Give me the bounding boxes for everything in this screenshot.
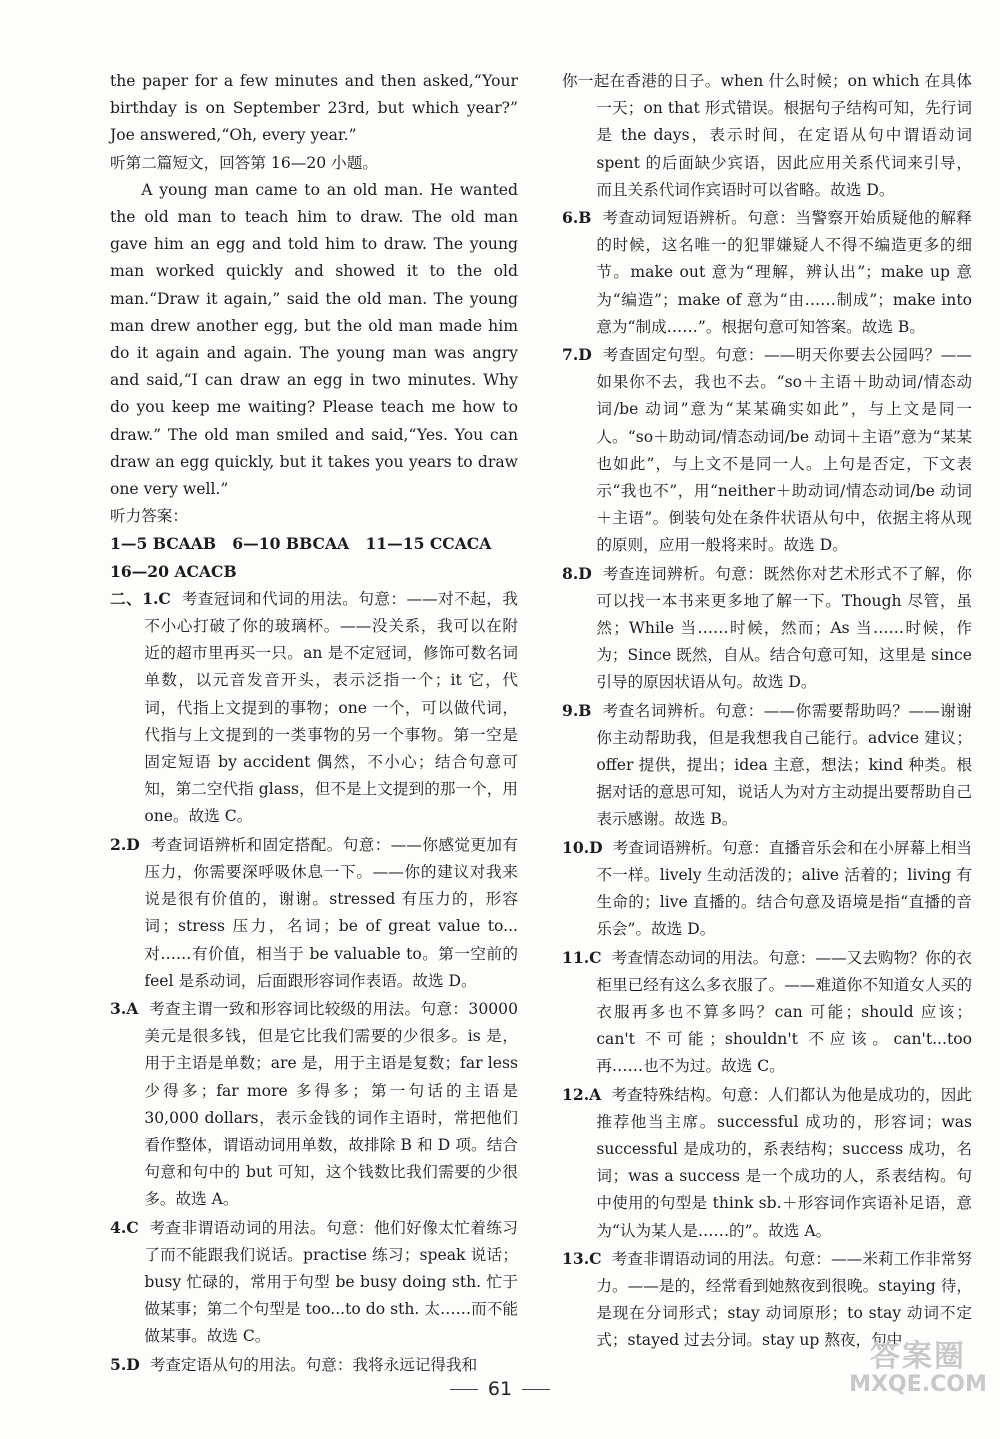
item-answer: C bbox=[126, 1217, 139, 1237]
item-number: 11. bbox=[562, 947, 590, 967]
item-answer: C bbox=[158, 588, 171, 608]
item-text: 考查冠词和代词的用法。句意：——对不起，我不小心打破了你的玻璃杯。——没关系，我可以在附近的超市里再买一只。an 是不定冠词，修饰可数名词单数，以元音发音开头，表示泛指一个；it 它，代词，代指上文提到的事物；one 一个，可以做代词，代指与上文提到的一类事物的另一个事物。第一空是固定短语 by accident 偶然，不小心；结合句意可知，第二空代指 glass，但不是上文提到的那一个，用 one。故选 C。 bbox=[144, 589, 518, 826]
answer-line bbox=[110, 558, 518, 585]
explanation-item bbox=[562, 560, 972, 697]
answer-value: BBCAA bbox=[285, 534, 350, 554]
passage2-heading: 听第二篇短文，回答第 16—20 小题。 bbox=[110, 153, 378, 172]
answers-heading: 听力答案： bbox=[110, 507, 188, 526]
item-text: 考查定语从句的用法。句意：我将永远记得我和 bbox=[149, 1355, 478, 1374]
watermark-cn: 答案圈 bbox=[870, 1339, 966, 1374]
intro-text: the paper for a few minutes and then asked,“Your birthday is on September 23rd, but which year?” Joe answered,“Oh, every year.” bbox=[110, 72, 518, 145]
explanation-item bbox=[110, 995, 518, 1214]
item-text: 考查情态动词的用法。句意：——又去购物？你的衣柜里已经有这么多衣服了。——难道你不知道女人买的衣服再多也不算多吗？can 可能；should 应该；can't 不可能；shouldn't 不应该。can't...too 再……也不为过。故选 C。 bbox=[596, 948, 972, 1076]
item-text: 你一起在香港的日子。when 什么时候；on which 在具体一天；on that 形式错误。根据句子结构可知，先行词是 the days，表示时间，在定语从句中谓语动词 spent 的后面缺少宾语，因此应用关系代词来引导，而且关系代词作宾语时可以省略。故选 D。 bbox=[562, 72, 972, 199]
explanation-item bbox=[562, 1081, 972, 1245]
right-column bbox=[562, 68, 972, 1355]
item-answer: A bbox=[589, 1084, 602, 1104]
item-answer: D bbox=[126, 834, 140, 854]
item-answer: D bbox=[589, 837, 603, 857]
item-answer: B bbox=[578, 700, 592, 720]
answer-range: 1—5 bbox=[110, 534, 148, 554]
explanation-item bbox=[562, 697, 972, 834]
footer-dash-right bbox=[522, 1389, 550, 1390]
item-number: 5. bbox=[110, 1354, 127, 1374]
item-number: 6. bbox=[562, 208, 579, 228]
item-number: 2. bbox=[110, 834, 127, 854]
item-number: 二、1. bbox=[110, 588, 159, 608]
answer-value: BCAAB bbox=[152, 534, 216, 554]
item-answer: C bbox=[589, 947, 602, 967]
item-number: 3. bbox=[110, 998, 127, 1018]
item-text: 考查名词辨析。句意：——你需要帮助吗？——谢谢你主动帮助我，但是我想我自己能行。advice 建议；offer 提供，提出；idea 主意，想法；kind 种类。根据对话的意思可知，说话人为对方主动提出要帮助自己表示感谢。故选 B。 bbox=[596, 701, 972, 829]
answer-range: 16—20 bbox=[110, 561, 169, 581]
item-number: 12. bbox=[562, 1084, 590, 1104]
item-number: 7. bbox=[562, 345, 579, 365]
page-number: 61 bbox=[487, 1378, 513, 1400]
passage2-text: A young man came to an old man. He wanted the old man to teach him to draw. The old man gave him an egg and told him to draw. The young man worked quickly and showed it to the old man.“Draw it again,” said the old man. The young man drew another egg, but the old man made him do it again and again. The young man was angry and said,“I can draw an egg in two minutes. Why do you keep me waiting? Please teach me how to draw.” The old man smiled and said,“Yes. You can draw an egg quickly, but it takes you years to draw one very well.” bbox=[110, 180, 518, 499]
item-text: 考查固定句型。句意：——明天你要去公园吗？——如果你不去，我也不去。“so＋主语＋助动词/情态动词/be 动词”意为“某某确实如此”，与上文是同一人。“so＋助动词/情态动词/be 动词＋主语”意为“某某也如此”，与上文不是同一人。上句是否定，下文表示“我也不”，用“neither＋助动词/情态动词/be 动词＋主语”。倒装句处在条件状语从句中，依据主将从现的原则，应用一般将来时。故选 D。 bbox=[596, 346, 972, 555]
explanation-item bbox=[562, 834, 972, 944]
item-text: 考查主谓一致和形容词比较级的用法。句意：30000 美元是很多钱，但是它比我们需要的少很多。is 是，用于主语是单数；are 是，用于主语是复数；far less 少得多；far more 多得多；第一句话的主语是 30,000 dollars，表示金钱的词作主语时，常把他们看作整体，谓语动词用单数，故排除 B 和 D 项。结合句意和句中的 but 可知，这个钱数比我们需要的少很多。故选 A。 bbox=[144, 999, 519, 1209]
item-text: 考查特殊结构。句意：人们都认为他是成功的，因此推荐他当主席。successful 成功的，形容词；was successful 是成功的，系表结构；success 成功，名词；was a success 是一个成功的人，系表结构。句中使用的句型是 think sb.＋形容词作宾语补足语，意为“认为某人是……的”。故选 A。 bbox=[596, 1085, 972, 1240]
item-text: 考查词语辨析。句意：直播音乐会和在小屏幕上相当不一样。lively 生动活泼的；alive 活着的；living 有生命的；live 直播的。结合句意及语境是指“直播的音乐会”。故选 D。 bbox=[596, 838, 972, 939]
answer-line bbox=[110, 530, 518, 557]
explanation-item bbox=[110, 1214, 518, 1351]
item-text: 考查非谓语动词的用法。句意：他们好像太忙着练习了而不能跟我们说话。practise 练习；speak 说话；busy 忙碌的，常用于句型 be busy doing sth. 忙于做某事；第二个句型是 too...to do sth. 太……而不能做某事。故选 C。 bbox=[144, 1218, 518, 1346]
footer-dash-left bbox=[450, 1389, 478, 1390]
item-text: 考查连词辨析。句意：既然你对艺术形式不了解，你可以找一本书来更多地了解一下。Though 尽管，虽然；While 当……时候，然而；As 当……时候，作为；Since 既然，自从。结合句意可知，这里是 since 引导的原因状语从句。故选 D。 bbox=[596, 564, 972, 692]
item-answer: C bbox=[589, 1248, 602, 1268]
watermark-logo bbox=[848, 1340, 988, 1430]
watermark-url: MXQE.COM bbox=[849, 1372, 987, 1397]
explanation-item bbox=[110, 1351, 518, 1379]
answer-range: 6—10 bbox=[232, 534, 281, 554]
explanation-item bbox=[562, 944, 972, 1081]
left-column bbox=[110, 68, 518, 1379]
item-answer: B bbox=[578, 208, 592, 228]
answer-value: CCACA bbox=[429, 534, 492, 554]
item-text: 考查词语辨析和固定搭配。句意：——你感觉更加有压力，你需要深呼吸休息一下。——你的建议对我来说是很有价值的，谢谢。stressed 有压力的，形容词；stress 压力，名词；be of great value to... 对……有价值，相当于 be valuable to。第一空前的 feel 是系动词，后面跟形容词作表语。故选 D。 bbox=[144, 835, 518, 990]
answer-range: 11—15 bbox=[365, 534, 425, 554]
item-answer: D bbox=[126, 1354, 140, 1374]
item-number: 4. bbox=[110, 1217, 127, 1237]
item-number: 9. bbox=[562, 700, 579, 720]
item-text: 考查非谓语动词的用法。句意：——米莉工作非常努力。——是的，经常看到她熬夜到很晚。staying 待，是现在分词形式；stay 动词原形；to stay 动词不定式；stayed 过去分词。stay up 熬夜，句中 bbox=[596, 1249, 972, 1350]
item-answer: D bbox=[578, 345, 592, 365]
explanation-item bbox=[562, 204, 972, 341]
answer-value: ACACB bbox=[174, 561, 237, 581]
explanation-item bbox=[562, 341, 972, 560]
continuation-text bbox=[562, 68, 972, 204]
explanation-item bbox=[110, 831, 518, 995]
item-number: 13. bbox=[562, 1248, 590, 1268]
item-answer: A bbox=[126, 998, 139, 1018]
item-text: 考查动词短语辨析。句意：当警察开始质疑他的解释的时候，这名唯一的犯罪嫌疑人不得不编造更多的细节。make out 意为“理解，辨认出”；make up 意为“编造”；make of 意为“由……制成”；make into 意为“制成……”。根据句意可知答案。故选 B。 bbox=[596, 209, 972, 336]
item-number: 10. bbox=[562, 837, 590, 857]
item-number: 8. bbox=[562, 563, 579, 583]
explanation-item bbox=[110, 585, 518, 831]
item-answer: D bbox=[578, 563, 592, 583]
